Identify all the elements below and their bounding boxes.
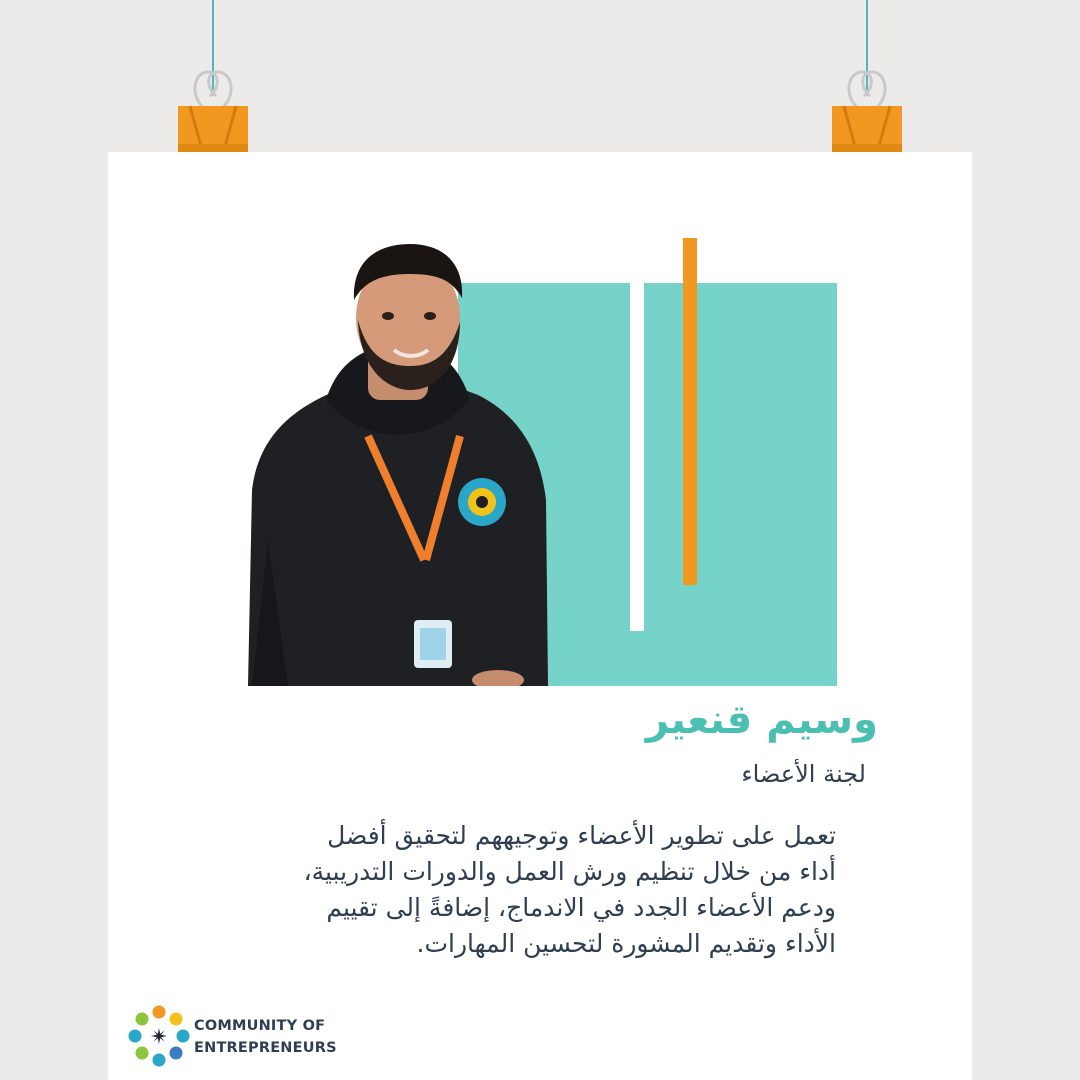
member-bio xyxy=(236,818,836,962)
member-photo xyxy=(248,240,548,686)
bio-line: ودعم الأعضاء الجدد في الاندماج، إضافةً إلى تقييم xyxy=(326,893,836,922)
left-binder-clip-icon xyxy=(176,66,250,154)
logo-line-2: ENTREPRENEURS xyxy=(194,1040,337,1056)
orange-decor-bar xyxy=(683,238,697,585)
bio-line: الأداء وتقديم المشورة لتحسين المهارات. xyxy=(416,929,836,958)
bio-line: تعمل على تطوير الأعضاء وتوجيههم لتحقيق أفضل xyxy=(327,821,836,850)
community-logo-text xyxy=(194,1015,337,1059)
white-decor-bar xyxy=(630,283,644,631)
community-logo-icon xyxy=(126,1003,192,1069)
bio-line: أداء من خلال تنظيم ورش العمل والدورات التدريبية، xyxy=(303,857,836,886)
logo-line-1: COMMUNITY OF xyxy=(194,1018,326,1034)
member-name: وسيم قنعير xyxy=(645,697,878,743)
right-binder-clip-icon xyxy=(830,66,904,154)
member-role: لجنة الأعضاء xyxy=(741,760,866,788)
